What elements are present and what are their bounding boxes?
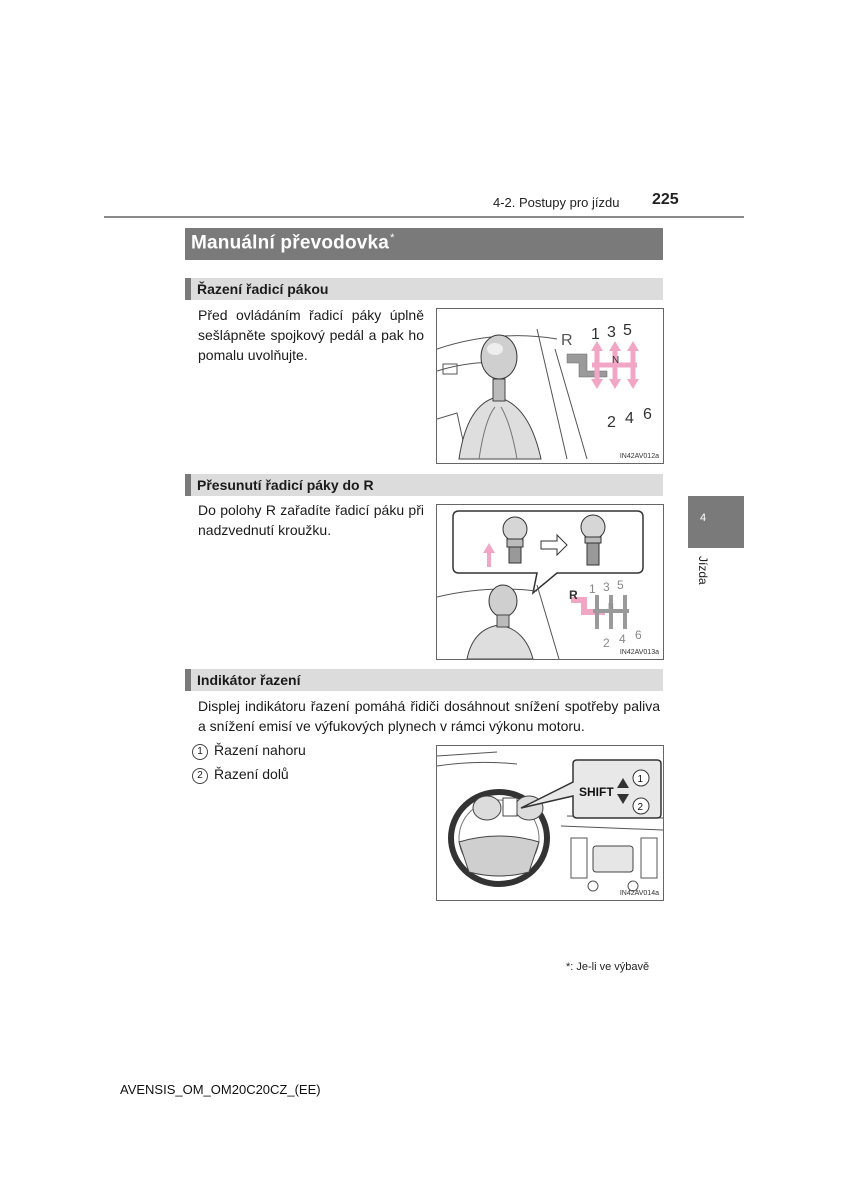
list-item: [192, 742, 306, 760]
section-accent: [185, 278, 191, 300]
figure-shift-indicator: [436, 745, 664, 901]
gear-label-5: 5: [617, 578, 624, 592]
section-accent: [185, 669, 191, 691]
section-heading-bar: [185, 278, 663, 300]
header-rule: [104, 216, 744, 218]
figure-code: IN42AV013a: [619, 649, 659, 656]
gear-label-4: 4: [619, 632, 626, 646]
chapter-label: Jízda: [696, 556, 710, 585]
page-number: 225: [652, 191, 679, 208]
section-body: Do polohy R zařadíte řadicí páku při nadzvednutí kroužku.: [198, 502, 424, 538]
figure-code: IN42AV014a: [619, 890, 659, 897]
section-heading-bar: [185, 669, 663, 691]
section-heading: Indikátor řazení: [197, 672, 301, 688]
title-bar: [185, 228, 663, 260]
figure-code: IN42AV012a: [619, 453, 659, 460]
gear-label-n: N: [612, 355, 620, 366]
title-asterisk: *: [390, 232, 395, 244]
footnote-text: : Je-li ve výbavě: [570, 961, 650, 973]
page-title: [191, 232, 395, 254]
figure-gear-shift: [436, 308, 664, 464]
gear-label-n: N: [608, 602, 614, 611]
list-item: [192, 766, 289, 784]
item-label: Řazení dolů: [214, 766, 289, 782]
gear-label-3: 3: [603, 580, 610, 594]
page-title-text: Manuální převodovka: [191, 232, 390, 254]
figure-reverse-gear: [436, 504, 664, 660]
item-number: 2: [192, 768, 208, 784]
callout-1: 1: [637, 774, 644, 785]
callout-2: 2: [637, 802, 644, 813]
shift-indicator-illustration: [437, 746, 663, 900]
gear-label-4: 4: [625, 410, 634, 427]
section-body: Před ovládáním řadicí páky úplně sešlápněte spojkový pedál a pak ho pomalu uvolňujte.: [198, 307, 424, 363]
gear-label-5: 5: [623, 322, 632, 339]
footnote: [566, 961, 649, 973]
reverse-gear-illustration: [437, 505, 663, 659]
gear-shift-illustration: [437, 309, 663, 463]
running-header-section: 4-2. Postupy pro jízdu: [493, 195, 620, 210]
shift-display-text: SHIFT: [579, 785, 614, 799]
section-heading: Přesunutí řadicí páky do R: [197, 477, 374, 493]
gear-label-1: 1: [589, 582, 596, 596]
gear-label-2: 2: [607, 414, 616, 431]
section-heading-bar: [185, 474, 663, 496]
item-label: Řazení nahoru: [214, 742, 306, 758]
footer-doc-code: AVENSIS_OM_OM20C20CZ_(EE): [120, 1082, 321, 1097]
gear-label-3: 3: [607, 324, 616, 341]
gear-label-r: R: [569, 588, 578, 602]
section-heading: Řazení řadicí pákou: [197, 281, 329, 297]
gear-label-6: 6: [635, 628, 642, 642]
gear-label-2: 2: [603, 636, 610, 650]
gear-label-1: 1: [591, 326, 600, 343]
chapter-number: 4: [700, 512, 707, 524]
gear-label-6: 6: [643, 406, 652, 423]
chapter-tab: [688, 496, 744, 548]
item-number: 1: [192, 744, 208, 760]
footnote-mark: *: [566, 961, 571, 973]
gear-label-r: R: [561, 332, 573, 349]
section-accent: [185, 474, 191, 496]
section-body: Displej indikátoru řazení pomáhá řidiči dosáhnout snížení spotřeby paliva a snížení emisí ve výfukových plynech v rámci výkonu motoru.: [198, 698, 660, 734]
